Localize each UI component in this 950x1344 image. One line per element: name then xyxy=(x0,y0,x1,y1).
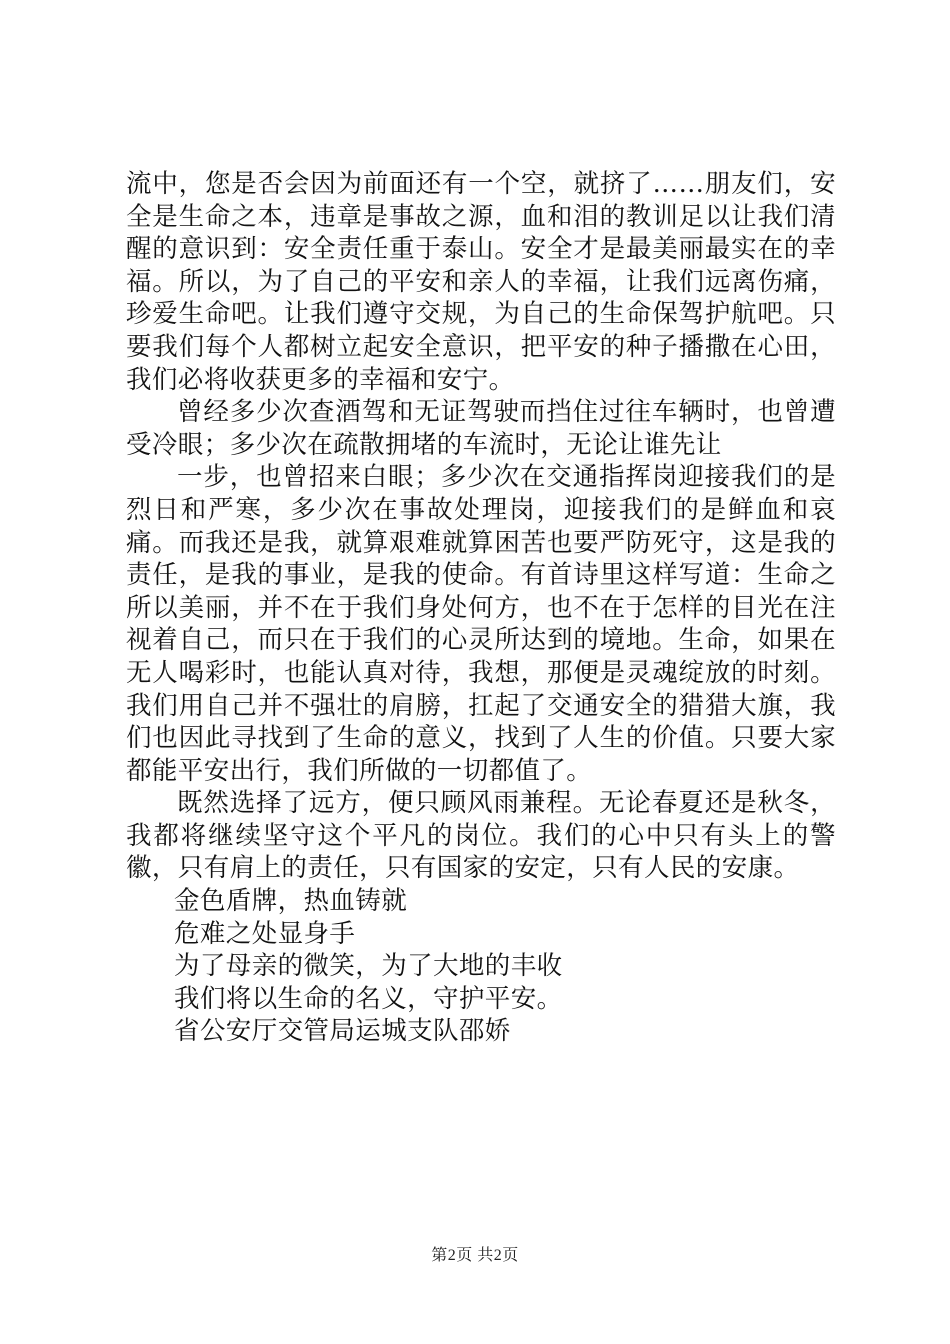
author-signature: 省公安厅交管局运城支队邵娇 xyxy=(174,1016,511,1047)
paragraph-duty-hardship: 曾经多少次查酒驾和无证驾驶而挡住过往车辆时，也曾遭受冷眼；多少次在疏散拥堵的车流时，无论让谁先让 xyxy=(126,397,836,460)
verse-line-1: 金色盾牌，热血铸就 xyxy=(174,886,408,917)
document-body xyxy=(126,168,836,1048)
paragraph-continuation: 流中，您是否会因为前面还有一个空，就挤了……朋友们，安全是生命之本，违章是事故之源，血和泪的教训足以让我们清醒的意识到：安全责任重于泰山。安全才是最美丽最实在的幸福。所以，为了自己的平安和亲人的幸福，让我们远离伤痛，珍爱生命吧。让我们遵守交规，为自己的生命保驾护航吧。只要我们每个人都树立起安全意识，把平安的种子播撒在心田，我们必将收获更多的幸福和安宁。 xyxy=(126,169,836,395)
verse-line-3: 为了母亲的微笑，为了大地的丰收 xyxy=(174,951,563,982)
verse-line-4: 我们将以生命的名义，守护平安。 xyxy=(174,983,563,1014)
paragraph-responsibility: 一步，也曾招来白眼；多少次在交通指挥岗迎接我们的是烈日和严寒，多少次在事故处理岗，迎接我们的是鲜血和哀痛。而我还是我，就算艰难就算困苦也要严防死守，这是我的责任，是我的事业，是我的使命。有首诗里这样写道：生命之所以美丽，并不在于我们身处何方，也不在于怎样的目光在注视着自己，而只在于我们的心灵所达到的境地。生命，如果在无人喝彩时，也能认真对待，我想，那便是灵魂绽放的时刻。我们用自己并不强壮的肩膀，扛起了交通安全的猎猎大旗，我们也因此寻找到了生命的意义，找到了人生的价值。只要大家都能平安出行，我们所做的一切都值了。 xyxy=(126,462,836,786)
page-number-footer: 第2页 共2页 xyxy=(431,1247,519,1264)
verse-line-2: 危难之处显身手 xyxy=(174,918,356,949)
paragraph-commitment: 既然选择了远方，便只顾风雨兼程。无论春夏还是秋冬，我都将继续坚守这个平凡的岗位。我们的心中只有头上的警徽，只有肩上的责任，只有国家的安定，只有人民的安康。 xyxy=(126,788,836,884)
